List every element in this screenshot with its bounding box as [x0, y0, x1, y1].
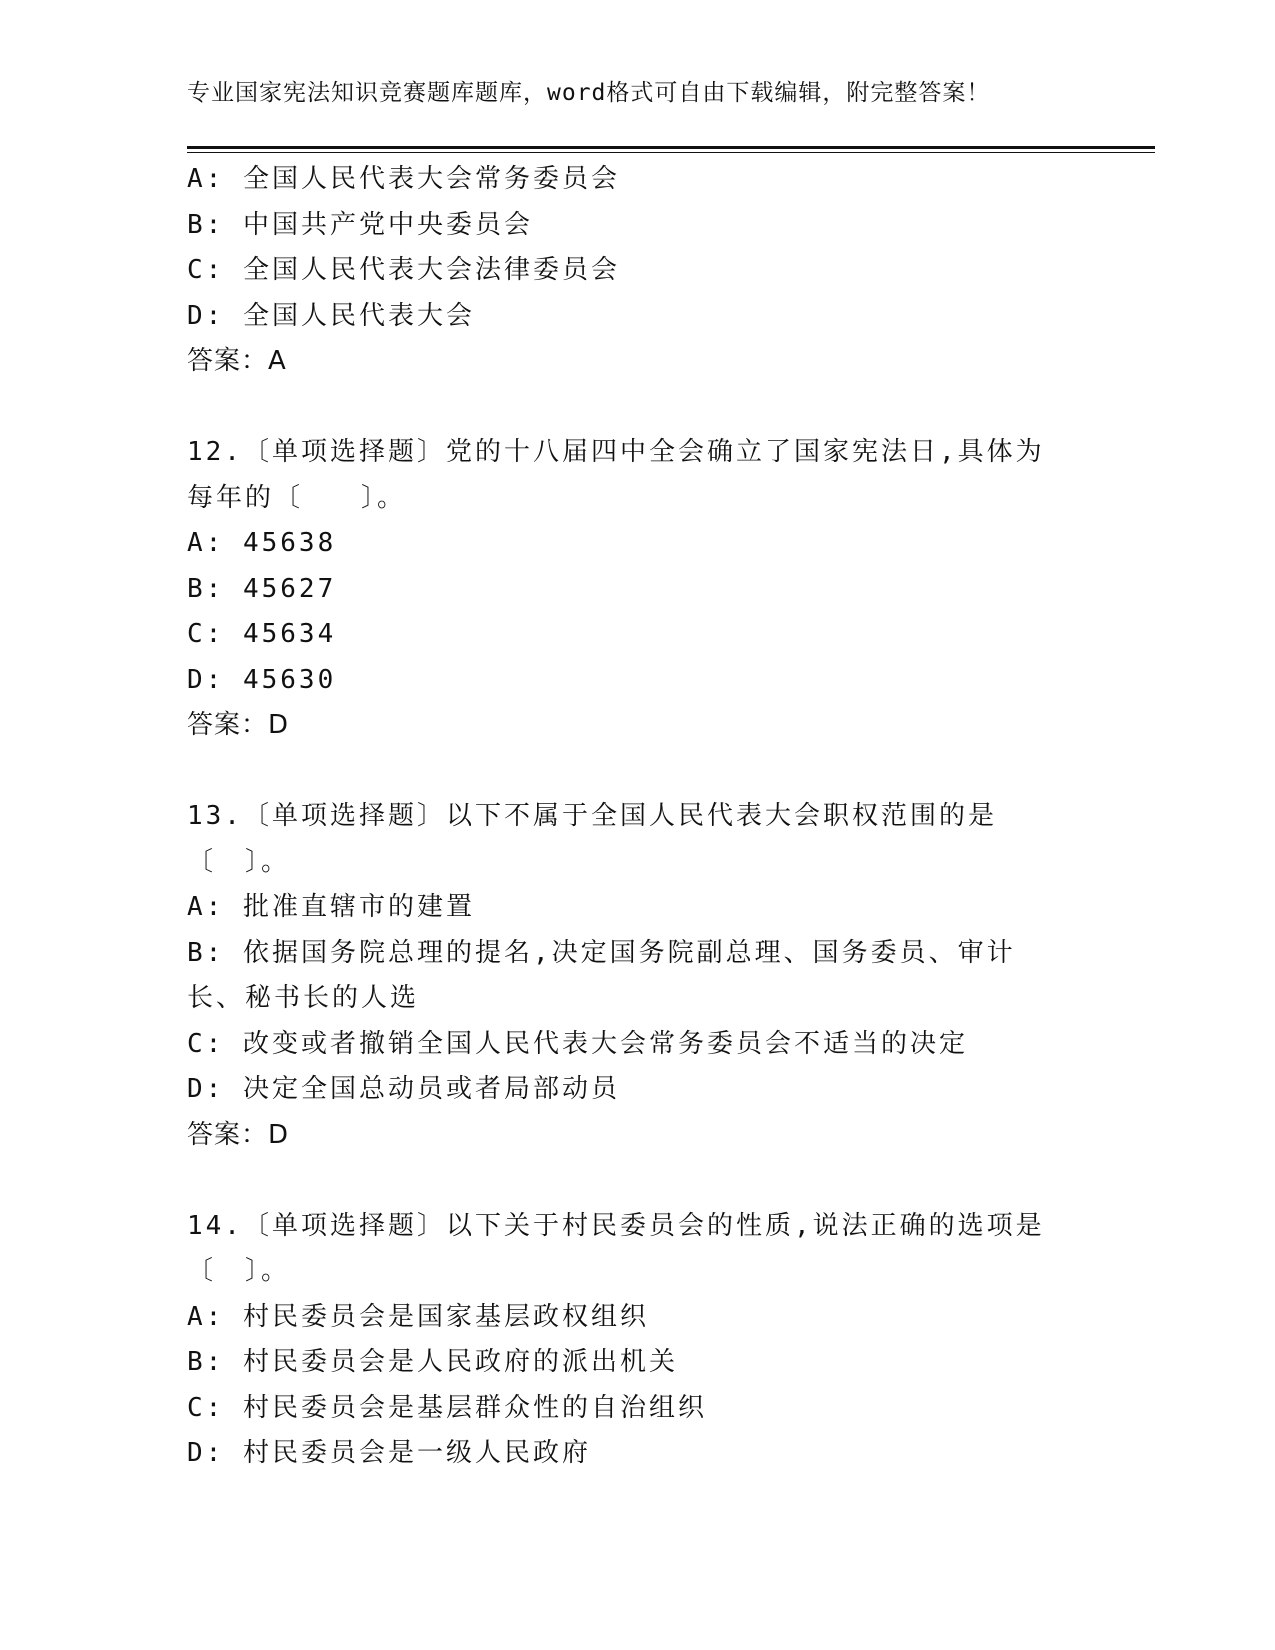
- option-d: [187, 1067, 1067, 1113]
- spacer: [187, 749, 1067, 795]
- option-label: C:: [187, 619, 225, 649]
- header-rule-thin: [187, 152, 1155, 153]
- question-11: [187, 157, 1067, 385]
- option-label: A:: [187, 164, 225, 194]
- option-text: 中国共产党中央委员会: [242, 209, 533, 240]
- option-d: [187, 294, 1067, 340]
- option-text: 45634: [242, 619, 337, 649]
- option-label: B:: [187, 1347, 225, 1377]
- question-text: 13.〔单项选择题〕以下不属于全国人民代表大会职权范围的是〔 〕。: [187, 801, 997, 877]
- option-text: 45627: [242, 573, 337, 604]
- answer-value: D: [268, 710, 290, 740]
- option-label: A:: [187, 528, 225, 558]
- option-label: D:: [187, 300, 225, 331]
- answer-value: A: [268, 346, 287, 376]
- option-b: [187, 567, 1067, 613]
- option-text: 全国人民代表大会: [242, 300, 475, 331]
- question-text: 14.〔单项选择题〕以下关于村民委员会的性质,说法正确的选项是〔 〕。: [187, 1210, 1045, 1286]
- question-12: [187, 430, 1067, 749]
- option-c: [187, 1386, 1067, 1432]
- option-text: 决定全国总动员或者局部动员: [242, 1074, 620, 1104]
- option-label: A:: [187, 892, 225, 922]
- answer-line: [187, 1113, 1067, 1159]
- question-14: [187, 1204, 1067, 1477]
- option-label: D:: [187, 1074, 225, 1104]
- option-d: [187, 1431, 1067, 1477]
- option-b: [187, 931, 1067, 1022]
- option-text: 村民委员会是基层群众性的自治组织: [242, 1392, 707, 1423]
- option-a: [187, 157, 1067, 203]
- option-a: [187, 521, 1067, 567]
- option-label: B:: [187, 573, 225, 604]
- answer-value: D: [268, 1119, 290, 1150]
- document-content: [187, 157, 1067, 1477]
- option-c: [187, 612, 1067, 658]
- option-label: D:: [187, 1438, 225, 1468]
- answer-label: 答案：: [187, 346, 269, 376]
- spacer: [187, 385, 1067, 431]
- option-text: 全国人民代表大会常务委员会: [242, 164, 620, 194]
- option-text: 45630: [242, 664, 337, 695]
- option-label: C:: [187, 1392, 225, 1423]
- option-b: [187, 203, 1067, 249]
- answer-line: [187, 339, 1067, 385]
- option-label: A:: [187, 1301, 225, 1332]
- option-label: C:: [187, 255, 225, 285]
- option-text: 45638: [242, 528, 337, 558]
- option-b: [187, 1340, 1067, 1386]
- answer-label: 答案：: [187, 710, 269, 740]
- option-text: 改变或者撤销全国人民代表大会常务委员会不适当的决定: [242, 1028, 968, 1059]
- option-a: [187, 1295, 1067, 1341]
- option-text: 批准直辖市的建置: [242, 892, 475, 922]
- option-c: [187, 248, 1067, 294]
- option-label: D:: [187, 664, 225, 695]
- page-header: 专业国家宪法知识竞赛题库题库，word格式可自由下载编辑，附完整答案！: [187, 80, 991, 106]
- answer-label: 答案：: [187, 1119, 269, 1150]
- option-text: 依据国务院总理的提名,决定国务院副总理、国务委员、审计长、秘书长的人选: [187, 937, 1016, 1013]
- option-d: [187, 658, 1067, 704]
- option-text: 村民委员会是一级人民政府: [242, 1438, 591, 1468]
- option-label: B:: [187, 209, 225, 240]
- question-text: 12.〔单项选择题〕党的十八届四中全会确立了国家宪法日,具体为每年的〔 〕。: [187, 437, 1045, 513]
- header-rule-thick: [187, 146, 1155, 149]
- option-a: [187, 885, 1067, 931]
- answer-line: [187, 703, 1067, 749]
- spacer: [187, 1158, 1067, 1204]
- option-text: 村民委员会是人民政府的派出机关: [242, 1347, 678, 1377]
- option-text: 村民委员会是国家基层政权组织: [242, 1301, 649, 1332]
- option-label: B:: [187, 937, 225, 968]
- option-label: C:: [187, 1028, 225, 1059]
- question-13: [187, 794, 1067, 1158]
- option-c: [187, 1022, 1067, 1068]
- option-text: 全国人民代表大会法律委员会: [242, 255, 620, 285]
